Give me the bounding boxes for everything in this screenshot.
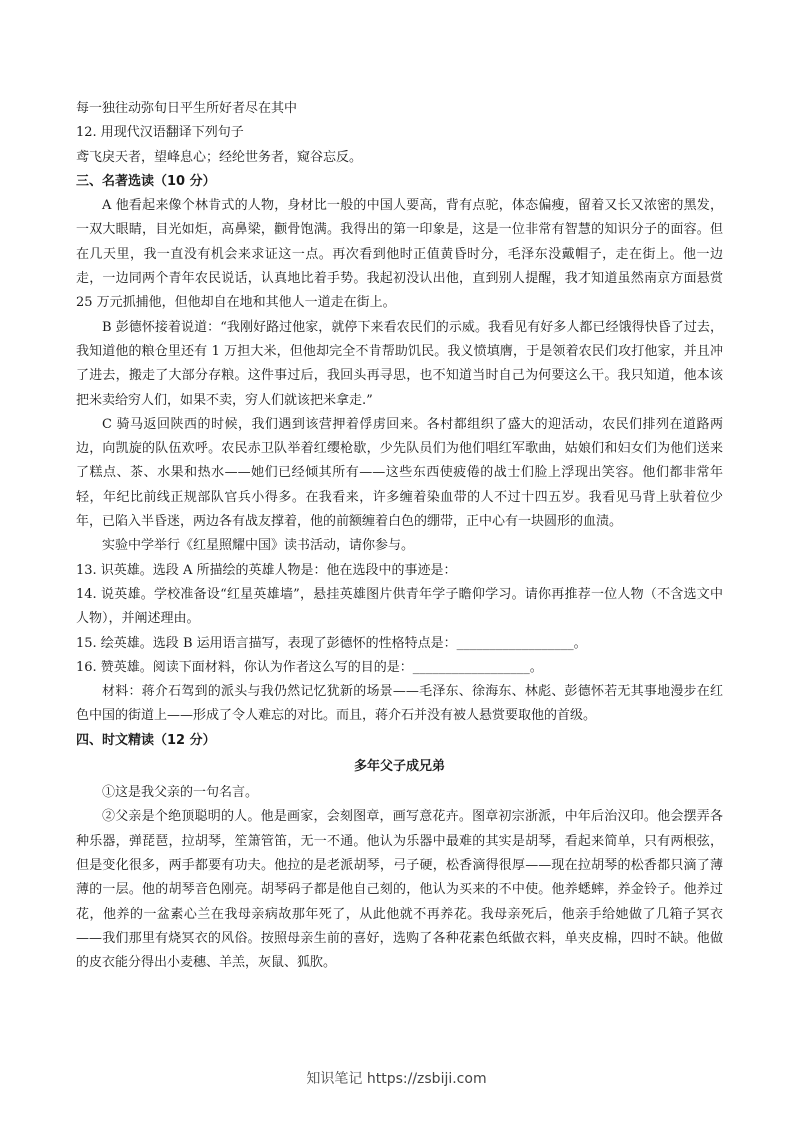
question-16: 16. 赞英雄。阅读下面材料，你认为作者这么写的目的是：__________________。 — [76, 659, 543, 675]
essay-title: 多年父子成兄弟 — [353, 759, 445, 775]
question-12: 12. 用现代汉语翻译下列句子 — [76, 125, 244, 141]
passage-a: A 他看起来像个林肯式的人物，身材比一般的中国人要高，背有点驼，体态偏瘦，留着又长又浓密的黑发，一双大眼睛，目光如炬，高鼻梁，颧骨饱满。我得出的第一印象是，这是一位非常有智慧的知识分子的面容。但在几天里，我一直没有机会来求证这一点。再次看到他时正值黄昏时分，毛泽东没戴帽子，走在街上。他一边走，一边同两个青年农民说话，认真地比着手势。我起初没认出他，直到别人提醒，我才知道虽然南京方面悬赏 25 万元抓捕他，但他却自在地和其他人一道走在街上。 — [76, 198, 723, 311]
question-13: 13. 识英雄。选段 A 所描绘的英雄人物是：他在选段中的事迹是： — [76, 562, 457, 578]
passage-b: B 彭德怀接着说道：“我刚好路过他家，就停下来看农民们的示威。我看见有好多人都已经饿得快昏了过去，我知道他的粮仓里还有 1 万担大米，但他却完全不肯帮助饥民。我义愤填膺，于是领着农民们攻打他家，并且冲了进去，搬走了大部分存粮。这件事过后，我回头再寻思，也不知道当时自己为何要这么干。我只知道，他本该把米卖给穷人们，如果不卖，穷人们就该把米拿走.” — [76, 319, 723, 408]
material-paragraph: 材料：蒋介石驾到的派头与我仍然记忆犹新的场景——毛泽东、徐海东、林彪、彭德怀若无其事地漫步在红色中国的街道上——形成了令人难忘的对比。而且，蒋介石并没有被人悬赏要取他的首级。 — [76, 684, 723, 724]
essay-paragraph-1: ①这是我父亲的一句名言。 — [102, 785, 259, 801]
passage-c: C 骑马返回陕西的时候，我们遇到该营押着俘虏回来。各村都组织了盛大的迎活动，农民们排列在道路两边，向凯旋的队伍欢呼。农民赤卫队举着红缨枪歇，少先队员们为他们唱红军歌曲，姑娘们和妇女们为他们送来了糕点、茶、水果和热水——她们已经倾其所有——这些东西使疲倦的战士们脸上浮现出笑容。他们都非常年轻，年纪比前线正规部队官兵小得多。在我看来，许多缠着染血带的人不过十四五岁。我看见马背上驮着位少年，已陷入半昏迷，两边各有战友撑着，他的前额缠着白色的绷带，正中心有一块圆形的血渍。 — [76, 416, 723, 530]
question-12-sentence: 鸢飞戾天者，望峰息心；经纶世务者，窥谷忘反。 — [76, 149, 363, 165]
essay-paragraph-2: ②父亲是个绝顶聪明的人。他是画家，会刻图章，画写意花卉。图章初宗浙派，中年后治汉印。他会摆弄各种乐器，弹琵琶，拉胡琴，笙箫管笛，无一不通。他认为乐器中最难的其实是胡琴，看起来简单，只有两根弦，但是变化很多，两手都要有功夫。他拉的是老派胡琴，弓子硬，松香滴得很厚——现在拉胡琴的松香都只滴了薄薄的一层。他的胡琴音色刚亮。胡琴码子都是他自己刻的，他认为买来的不中使。他养蟋蟀，养金铃子。他养过花，他养的一盆素心兰在我母亲病故那年死了，从此他就不再养花。我母亲死后，他亲手给她做了几箱子冥衣——我们那里有烧冥衣的风俗。按照母亲生前的喜好，选购了各种花素色纸做衣料，单夹皮棉，四时不缺。他做的皮衣能分得出小麦穗、羊羔，灰鼠、狐肷。 — [76, 809, 723, 971]
question-14: 14. 说英雄。学校准备设“红星英雄墙”，悬挂英雄图片供青年学子瞻仰学习。请你再推荐一位人物（不含选文中人物），并阐述理由。 — [76, 586, 723, 627]
activity-intro: 实验中学举行《红星照耀中国》读书活动，请你参与。 — [102, 538, 415, 554]
section-3-heading: 三、名著选读（10 分） — [76, 173, 216, 189]
page-footer-watermark: 知识笔记 https://zsbiji.com — [306, 1071, 487, 1087]
question-15: 15. 绘英雄。选段 B 运用语言描写，表现了彭德怀的性格特点是：__________________。 — [76, 635, 587, 651]
text-line: 每一独往动弥旬日平生所好者尽在其中 — [76, 101, 298, 116]
section-4-heading: 四、时文精读（12 分） — [76, 732, 216, 748]
